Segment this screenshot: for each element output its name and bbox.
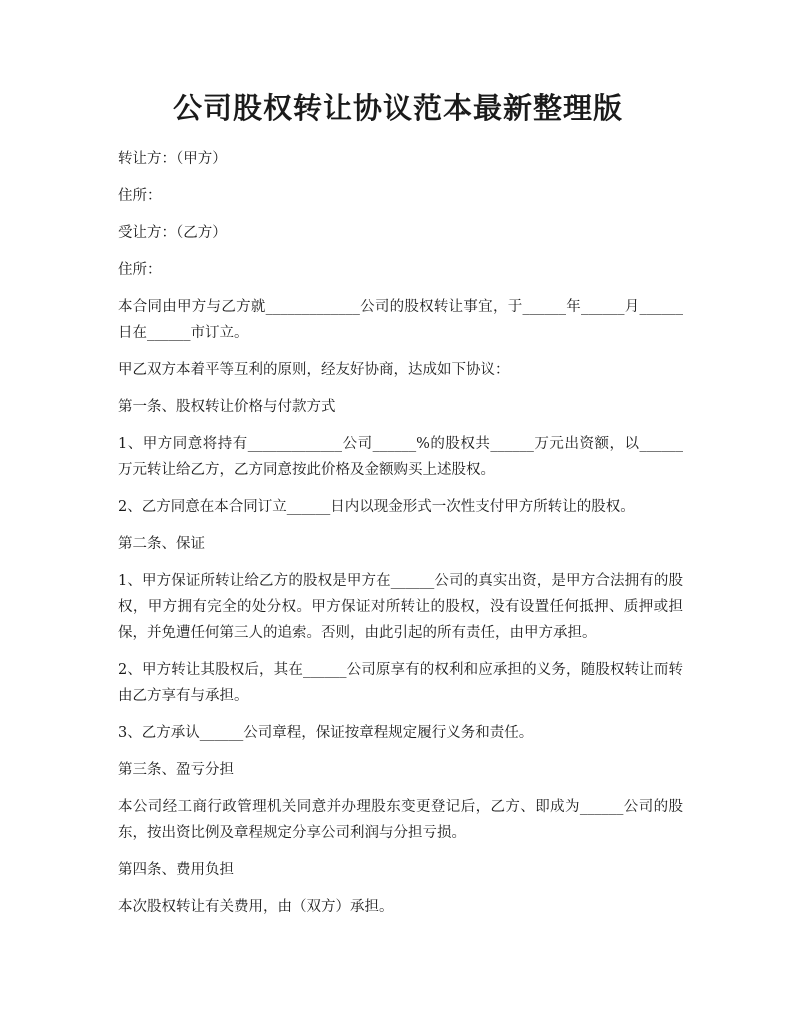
- article-heading-2: 第二条、保证: [118, 536, 205, 552]
- paragraph-transferee: 受让方：（乙方）: [118, 225, 227, 241]
- clause-1-2: 2、乙方同意在本合同订立______日内以现金形式一次性支付甲方所转让的股权。: [118, 499, 635, 515]
- clause-1-1: 1、甲方同意将持有_____________公司______%的股权共______万元出资额，以______万元转让给乙方，乙方同意按此价格及金额购买上述股权。: [118, 436, 683, 478]
- clause-2-1: 1、甲方保证所转让给乙方的股权是甲方在______公司的真实出资，是甲方合法拥有的股权，甲方拥有完全的处分权。甲方保证对所转让的股权，没有设置任何抵押、质押或担保，并免遭任何第三人的追索。否则，由此引起的所有责任，由甲方承担。: [118, 573, 683, 641]
- clause-2-3: 3、乙方承认______公司章程，保证按章程规定履行义务和责任。: [118, 725, 534, 741]
- paragraph-preamble: 本合同由甲方与乙方就_____________公司的股权转让事宜，于______年______月______日在______市订立。: [118, 299, 683, 341]
- paragraph-agreement-intro: 甲乙双方本着平等互利的原则，经友好协商，达成如下协议：: [118, 362, 510, 378]
- article-heading-3: 第三条、盈亏分担: [118, 762, 234, 778]
- article-heading-1: 第一条、股权转让价格与付款方式: [118, 399, 336, 415]
- clause-4: 本次股权转让有关费用，由（双方）承担。: [118, 899, 394, 915]
- clause-2-2: 2、甲方转让其股权后，其在______公司原享有的权利和应承担的义务，随股权转让而转由乙方享有与承担。: [118, 662, 683, 704]
- document-body: [118, 146, 683, 931]
- paragraph-transferor-address: 住所：: [118, 188, 162, 204]
- clause-3: 本公司经工商行政管理机关同意并办理股东变更登记后，乙方、即成为______公司的股东，按出资比例及章程规定分享公司利润与分担亏损。: [118, 799, 683, 841]
- article-heading-4: 第四条、费用负担: [118, 862, 234, 878]
- paragraph-transferor: 转让方：（甲方）: [118, 151, 227, 167]
- document-title: 公司股权转让协议范本最新整理版: [172, 91, 623, 125]
- paragraph-transferee-address: 住所：: [118, 262, 162, 278]
